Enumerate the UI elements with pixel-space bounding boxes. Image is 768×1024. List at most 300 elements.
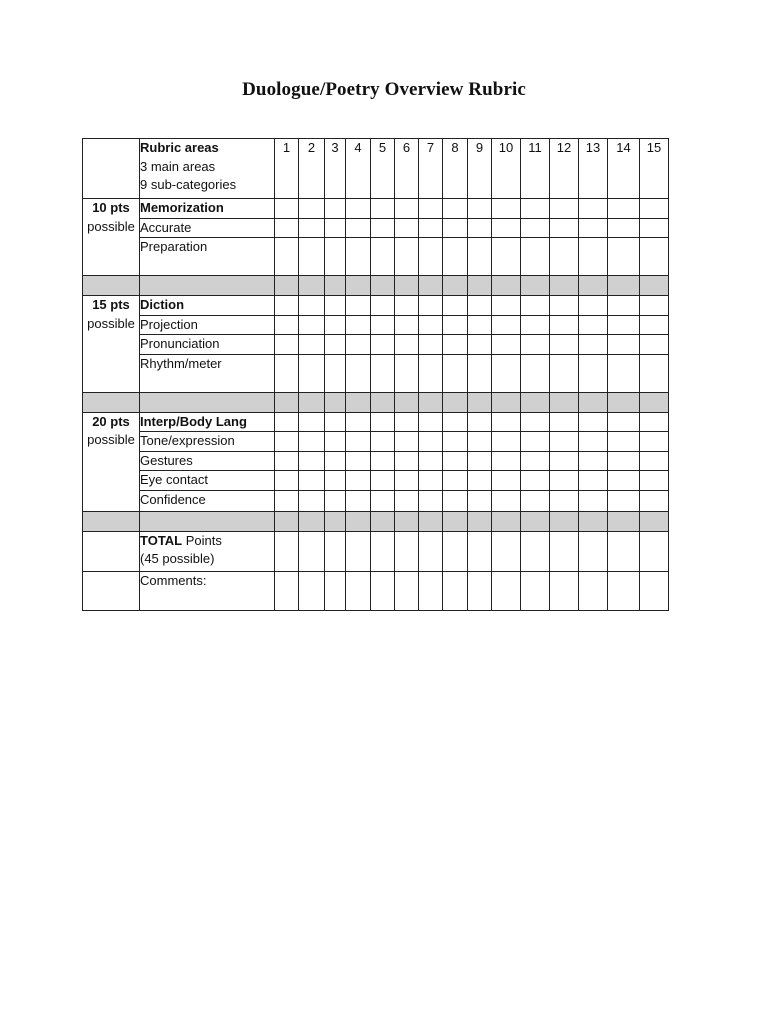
- score-cell[interactable]: [299, 296, 325, 316]
- separator-cell: [275, 511, 299, 531]
- score-cell[interactable]: [492, 471, 521, 491]
- score-cell[interactable]: [325, 315, 346, 335]
- score-cell[interactable]: [640, 432, 669, 452]
- score-cell[interactable]: [521, 490, 550, 511]
- column-number: 13: [579, 139, 608, 199]
- score-cell[interactable]: [419, 218, 443, 238]
- score-cell[interactable]: [371, 335, 395, 355]
- separator-cell: [608, 276, 640, 296]
- score-cell[interactable]: [608, 432, 640, 452]
- score-cell[interactable]: [608, 354, 640, 392]
- score-cell[interactable]: [468, 238, 492, 276]
- score-cell[interactable]: [325, 238, 346, 276]
- score-cell[interactable]: [550, 571, 579, 610]
- score-cell[interactable]: [550, 296, 579, 316]
- score-cell[interactable]: [550, 490, 579, 511]
- score-cell[interactable]: [443, 531, 468, 571]
- score-cell[interactable]: [550, 412, 579, 432]
- separator-cell: [371, 511, 395, 531]
- score-cell[interactable]: [550, 335, 579, 355]
- separator-cell: [443, 392, 468, 412]
- separator-cell: [468, 511, 492, 531]
- total-label-cell: [140, 531, 275, 571]
- score-cell[interactable]: [346, 451, 371, 471]
- score-cell[interactable]: [395, 412, 419, 432]
- score-cell[interactable]: [371, 451, 395, 471]
- column-number: 8: [443, 139, 468, 199]
- comments-label: Comments:: [140, 571, 275, 610]
- separator-cell: [346, 511, 371, 531]
- score-cell[interactable]: [443, 571, 468, 610]
- score-cell[interactable]: [371, 315, 395, 335]
- sub-category-row: [83, 335, 669, 355]
- score-cell[interactable]: [443, 218, 468, 238]
- separator-cell: [468, 392, 492, 412]
- column-number: 10: [492, 139, 521, 199]
- score-cell[interactable]: [550, 199, 579, 219]
- score-cell[interactable]: [275, 354, 299, 392]
- points-label: 15 pts: [92, 297, 130, 312]
- section-heading-row: [83, 412, 669, 432]
- separator-cell: [140, 511, 275, 531]
- score-cell[interactable]: [468, 218, 492, 238]
- score-cell[interactable]: [579, 296, 608, 316]
- separator-cell: [83, 392, 140, 412]
- comments-row: [83, 571, 669, 610]
- score-cell[interactable]: [395, 199, 419, 219]
- score-cell[interactable]: [275, 490, 299, 511]
- column-number: 4: [346, 139, 371, 199]
- score-cell[interactable]: [579, 531, 608, 571]
- score-cell[interactable]: [325, 471, 346, 491]
- score-cell[interactable]: [275, 238, 299, 276]
- score-cell[interactable]: [395, 490, 419, 511]
- score-cell[interactable]: [419, 335, 443, 355]
- score-cell[interactable]: [640, 451, 669, 471]
- score-cell[interactable]: [346, 354, 371, 392]
- score-cell[interactable]: [640, 531, 669, 571]
- score-cell[interactable]: [299, 571, 325, 610]
- separator-cell: [550, 392, 579, 412]
- separator-cell: [419, 276, 443, 296]
- score-cell[interactable]: [521, 335, 550, 355]
- score-cell[interactable]: [419, 571, 443, 610]
- score-cell[interactable]: [468, 315, 492, 335]
- score-cell[interactable]: [443, 238, 468, 276]
- score-cell[interactable]: [275, 315, 299, 335]
- separator-cell: [443, 276, 468, 296]
- score-cell[interactable]: [346, 218, 371, 238]
- score-cell[interactable]: [521, 238, 550, 276]
- separator-cell: [275, 392, 299, 412]
- score-cell[interactable]: [275, 296, 299, 316]
- score-cell[interactable]: [550, 315, 579, 335]
- separator-cell: [325, 392, 346, 412]
- score-cell[interactable]: [419, 451, 443, 471]
- score-cell[interactable]: [371, 354, 395, 392]
- score-cell[interactable]: [325, 412, 346, 432]
- rubric-areas-heading: Rubric areas: [140, 140, 219, 155]
- score-cell[interactable]: [299, 315, 325, 335]
- separator-cell: [419, 392, 443, 412]
- score-cell[interactable]: [640, 315, 669, 335]
- score-cell[interactable]: [299, 412, 325, 432]
- score-cell[interactable]: [419, 315, 443, 335]
- sub-category-label: Confidence: [140, 490, 275, 511]
- score-cell[interactable]: [419, 238, 443, 276]
- separator-cell: [299, 511, 325, 531]
- text-line: 9 sub-categories: [140, 177, 237, 192]
- separator-cell: [521, 511, 550, 531]
- score-cell[interactable]: [443, 432, 468, 452]
- score-cell[interactable]: [371, 238, 395, 276]
- sub-category-row: [83, 451, 669, 471]
- score-cell[interactable]: [419, 412, 443, 432]
- score-cell[interactable]: [419, 296, 443, 316]
- score-cell[interactable]: [468, 471, 492, 491]
- score-cell[interactable]: [395, 238, 419, 276]
- score-cell[interactable]: [299, 432, 325, 452]
- score-cell[interactable]: [608, 296, 640, 316]
- score-cell[interactable]: [468, 296, 492, 316]
- score-cell[interactable]: [346, 490, 371, 511]
- score-cell[interactable]: [608, 315, 640, 335]
- score-cell[interactable]: [371, 531, 395, 571]
- score-cell[interactable]: [299, 335, 325, 355]
- score-cell[interactable]: [371, 412, 395, 432]
- score-cell[interactable]: [521, 412, 550, 432]
- sub-category-row: [83, 432, 669, 452]
- score-cell[interactable]: [492, 199, 521, 219]
- score-cell[interactable]: [579, 471, 608, 491]
- score-cell[interactable]: [608, 531, 640, 571]
- score-cell[interactable]: [550, 471, 579, 491]
- score-cell[interactable]: [346, 296, 371, 316]
- score-cell[interactable]: [492, 412, 521, 432]
- separator-cell: [395, 392, 419, 412]
- corner-cell: [83, 139, 140, 199]
- score-cell[interactable]: [325, 218, 346, 238]
- score-cell[interactable]: [468, 531, 492, 571]
- score-cell[interactable]: [521, 354, 550, 392]
- score-cell[interactable]: [579, 335, 608, 355]
- section-heading: Interp/Body Lang: [140, 413, 247, 429]
- score-cell[interactable]: [521, 432, 550, 452]
- separator-cell: [550, 511, 579, 531]
- score-cell[interactable]: [579, 432, 608, 452]
- separator-cell: [419, 511, 443, 531]
- separator-cell: [395, 276, 419, 296]
- score-cell[interactable]: [395, 296, 419, 316]
- score-cell[interactable]: [395, 531, 419, 571]
- section-heading-cell: [140, 296, 275, 316]
- score-cell[interactable]: [325, 296, 346, 316]
- score-cell[interactable]: [579, 571, 608, 610]
- column-number: 2: [299, 139, 325, 199]
- separator-cell: [579, 511, 608, 531]
- score-cell[interactable]: [550, 218, 579, 238]
- score-cell[interactable]: [468, 335, 492, 355]
- score-cell[interactable]: [275, 432, 299, 452]
- score-cell[interactable]: [492, 218, 521, 238]
- separator-cell: [140, 276, 275, 296]
- score-cell[interactable]: [346, 432, 371, 452]
- score-cell[interactable]: [395, 335, 419, 355]
- score-cell[interactable]: [371, 571, 395, 610]
- score-cell[interactable]: [443, 199, 468, 219]
- score-cell[interactable]: [492, 531, 521, 571]
- score-cell[interactable]: [371, 490, 395, 511]
- score-cell[interactable]: [419, 471, 443, 491]
- score-cell[interactable]: [275, 335, 299, 355]
- score-cell[interactable]: [521, 199, 550, 219]
- score-cell[interactable]: [521, 471, 550, 491]
- document-title: Duologue/Poetry Overview Rubric: [242, 79, 526, 100]
- score-cell[interactable]: [395, 432, 419, 452]
- separator-cell: [371, 392, 395, 412]
- separator-cell: [83, 511, 140, 531]
- score-cell[interactable]: [299, 451, 325, 471]
- points-label: 20 pts: [92, 413, 130, 429]
- score-cell[interactable]: [299, 531, 325, 571]
- sub-category-row: [83, 315, 669, 335]
- separator-cell: [492, 392, 521, 412]
- score-cell[interactable]: [443, 315, 468, 335]
- score-cell[interactable]: [299, 238, 325, 276]
- score-cell[interactable]: [299, 218, 325, 238]
- score-cell[interactable]: [640, 354, 669, 392]
- score-cell[interactable]: [325, 199, 346, 219]
- score-cell[interactable]: [640, 490, 669, 511]
- column-number: 12: [550, 139, 579, 199]
- sub-category-label: Preparation: [140, 238, 275, 276]
- score-cell[interactable]: [550, 354, 579, 392]
- score-cell[interactable]: [371, 471, 395, 491]
- score-cell[interactable]: [640, 199, 669, 219]
- score-cell[interactable]: [443, 471, 468, 491]
- score-cell[interactable]: [371, 296, 395, 316]
- score-cell[interactable]: [395, 315, 419, 335]
- score-cell[interactable]: [608, 218, 640, 238]
- score-cell[interactable]: [325, 490, 346, 511]
- score-cell[interactable]: [275, 571, 299, 610]
- score-cell[interactable]: [579, 315, 608, 335]
- score-cell[interactable]: [299, 354, 325, 392]
- score-cell[interactable]: [346, 238, 371, 276]
- score-cell[interactable]: [492, 571, 521, 610]
- score-cell[interactable]: [346, 571, 371, 610]
- score-cell[interactable]: [608, 199, 640, 219]
- score-cell[interactable]: [395, 571, 419, 610]
- section-heading-cell: [140, 412, 275, 432]
- score-cell[interactable]: [325, 354, 346, 392]
- score-cell[interactable]: [275, 218, 299, 238]
- score-cell[interactable]: [640, 296, 669, 316]
- separator-cell: [299, 276, 325, 296]
- score-cell[interactable]: [608, 490, 640, 511]
- score-cell[interactable]: [419, 354, 443, 392]
- score-cell[interactable]: [395, 218, 419, 238]
- score-cell[interactable]: [419, 432, 443, 452]
- score-cell[interactable]: [346, 199, 371, 219]
- separator-cell: [492, 276, 521, 296]
- score-cell[interactable]: [325, 451, 346, 471]
- score-cell[interactable]: [550, 531, 579, 571]
- column-number: 7: [419, 139, 443, 199]
- points-label: 10 pts: [92, 200, 130, 215]
- score-cell[interactable]: [468, 451, 492, 471]
- score-cell[interactable]: [443, 451, 468, 471]
- points-possible-cell: [83, 412, 140, 511]
- score-cell[interactable]: [521, 296, 550, 316]
- score-cell[interactable]: [608, 451, 640, 471]
- separator-cell: [275, 276, 299, 296]
- score-cell[interactable]: [579, 354, 608, 392]
- score-cell[interactable]: [371, 218, 395, 238]
- score-cell[interactable]: [346, 531, 371, 571]
- score-cell[interactable]: [608, 335, 640, 355]
- score-cell[interactable]: [346, 412, 371, 432]
- score-cell[interactable]: [325, 571, 346, 610]
- score-cell[interactable]: [521, 451, 550, 471]
- separator-cell: [299, 392, 325, 412]
- empty-left-cell: [83, 571, 140, 610]
- score-cell[interactable]: [468, 412, 492, 432]
- score-cell[interactable]: [371, 432, 395, 452]
- separator-cell: [83, 276, 140, 296]
- score-cell[interactable]: [275, 531, 299, 571]
- sub-category-row: [83, 354, 669, 392]
- separator-cell: [579, 276, 608, 296]
- score-cell[interactable]: [395, 451, 419, 471]
- score-cell[interactable]: [443, 335, 468, 355]
- score-cell[interactable]: [468, 571, 492, 610]
- score-cell[interactable]: [579, 218, 608, 238]
- score-cell[interactable]: [579, 199, 608, 219]
- possible-label: possible: [87, 315, 135, 331]
- score-cell[interactable]: [371, 199, 395, 219]
- score-cell[interactable]: [299, 471, 325, 491]
- score-cell[interactable]: [640, 238, 669, 276]
- score-cell[interactable]: [299, 490, 325, 511]
- score-cell[interactable]: [346, 315, 371, 335]
- separator-cell: [325, 276, 346, 296]
- sub-category-label: Tone/expression: [140, 432, 275, 452]
- score-cell[interactable]: [492, 296, 521, 316]
- score-cell[interactable]: [492, 451, 521, 471]
- score-cell[interactable]: [492, 490, 521, 511]
- score-cell[interactable]: [419, 199, 443, 219]
- score-cell[interactable]: [346, 471, 371, 491]
- section-heading-row: [83, 199, 669, 219]
- separator-cell: [579, 392, 608, 412]
- sub-category-label: Projection: [140, 315, 275, 335]
- score-cell[interactable]: [275, 199, 299, 219]
- score-cell[interactable]: [325, 531, 346, 571]
- score-cell[interactable]: [608, 238, 640, 276]
- separator-cell: [468, 276, 492, 296]
- score-cell[interactable]: [395, 354, 419, 392]
- score-cell[interactable]: [608, 412, 640, 432]
- score-cell[interactable]: [443, 412, 468, 432]
- score-cell[interactable]: [299, 199, 325, 219]
- header-row: [83, 139, 669, 199]
- score-cell[interactable]: [492, 315, 521, 335]
- score-cell[interactable]: [492, 238, 521, 276]
- column-number: 15: [640, 139, 669, 199]
- score-cell[interactable]: [492, 354, 521, 392]
- score-cell[interactable]: [419, 531, 443, 571]
- score-cell[interactable]: [325, 432, 346, 452]
- score-cell[interactable]: [325, 335, 346, 355]
- score-cell[interactable]: [443, 490, 468, 511]
- score-cell[interactable]: [275, 471, 299, 491]
- column-number: 3: [325, 139, 346, 199]
- score-cell[interactable]: [579, 490, 608, 511]
- score-cell[interactable]: [521, 531, 550, 571]
- score-cell[interactable]: [521, 218, 550, 238]
- score-cell[interactable]: [395, 471, 419, 491]
- score-cell[interactable]: [443, 296, 468, 316]
- score-cell[interactable]: [579, 238, 608, 276]
- empty-left-cell: [83, 531, 140, 571]
- separator-cell: [140, 392, 275, 412]
- section-heading: Diction: [140, 297, 185, 312]
- score-cell[interactable]: [579, 412, 608, 432]
- separator-cell: [640, 276, 669, 296]
- score-cell[interactable]: [640, 218, 669, 238]
- separator-row: [83, 276, 669, 296]
- score-cell[interactable]: [579, 451, 608, 471]
- separator-cell: [521, 392, 550, 412]
- score-cell[interactable]: [521, 315, 550, 335]
- separator-row: [83, 511, 669, 531]
- section-heading-row: [83, 296, 669, 316]
- score-cell[interactable]: [550, 238, 579, 276]
- score-cell[interactable]: [419, 490, 443, 511]
- score-cell[interactable]: [468, 354, 492, 392]
- score-cell[interactable]: [443, 354, 468, 392]
- sub-category-row: [83, 471, 669, 491]
- possible-label: possible: [87, 218, 135, 234]
- score-cell[interactable]: [608, 471, 640, 491]
- score-cell[interactable]: [640, 571, 669, 610]
- separator-cell: [521, 276, 550, 296]
- sub-category-row: [83, 218, 669, 238]
- sub-category-label: Pronunciation: [140, 335, 275, 355]
- score-cell[interactable]: [275, 412, 299, 432]
- score-cell[interactable]: [468, 432, 492, 452]
- score-cell[interactable]: [608, 571, 640, 610]
- separator-cell: [640, 392, 669, 412]
- score-cell[interactable]: [492, 432, 521, 452]
- score-cell[interactable]: [468, 490, 492, 511]
- score-cell[interactable]: [640, 335, 669, 355]
- score-cell[interactable]: [468, 199, 492, 219]
- column-number: 1: [275, 139, 299, 199]
- score-cell[interactable]: [521, 571, 550, 610]
- sub-category-label: Accurate: [140, 218, 275, 238]
- score-cell[interactable]: [640, 412, 669, 432]
- score-cell[interactable]: [346, 335, 371, 355]
- score-cell[interactable]: [492, 335, 521, 355]
- score-cell[interactable]: [550, 432, 579, 452]
- score-cell[interactable]: [640, 471, 669, 491]
- column-number: 5: [371, 139, 395, 199]
- sub-category-label: Eye contact: [140, 471, 275, 491]
- score-cell[interactable]: [275, 451, 299, 471]
- score-cell[interactable]: [550, 451, 579, 471]
